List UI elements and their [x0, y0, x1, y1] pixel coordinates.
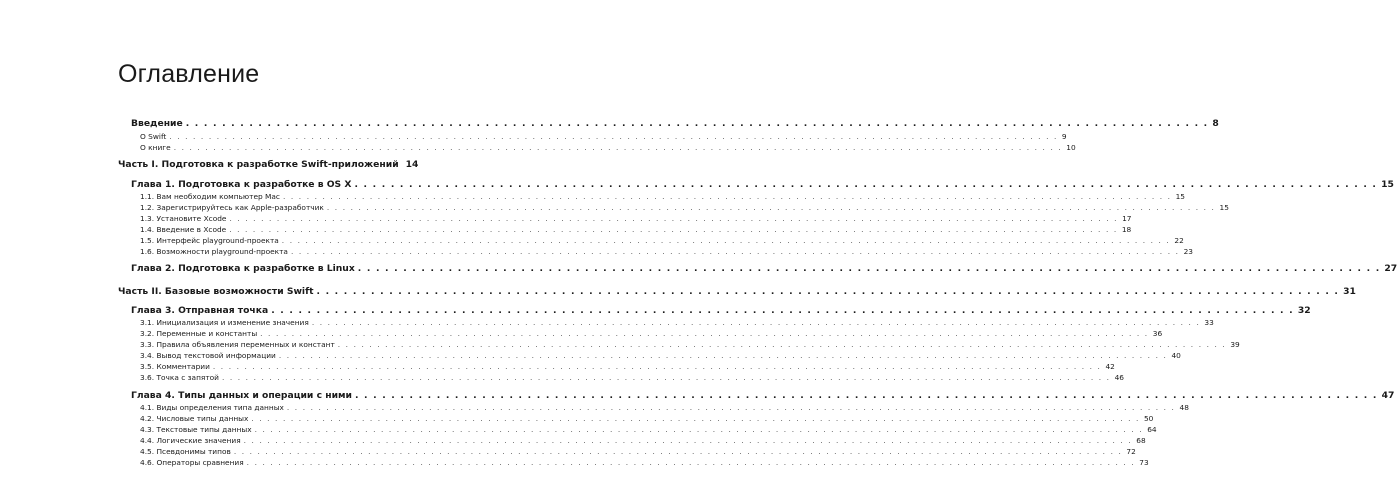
toc-entry-page: 22 — [1174, 236, 1184, 245]
toc-section-4-3[interactable] — [140, 425, 1157, 434]
toc-entry-label: Глава 1. Подготовка к разработке в OS X — [131, 179, 352, 190]
toc-leader-dots — [229, 225, 1118, 234]
toc-part-2[interactable] — [118, 286, 1356, 297]
toc-entry-label: Введение — [131, 118, 183, 129]
toc-entry-page: 39 — [1230, 340, 1240, 349]
toc-entry-about-book[interactable] — [140, 143, 1076, 152]
toc-entry-page: 72 — [1126, 447, 1136, 456]
toc-entry-label: 1.4. Введение в Xcode — [140, 225, 227, 234]
page-title: Оглавление — [118, 60, 260, 88]
toc-entry-label: 1.2. Зарегистрируйтесь как Apple-разработчик — [140, 203, 324, 212]
toc-entry-label: Часть I. Подготовка к разработке Swift-приложений — [118, 159, 399, 170]
toc-leader-dots — [327, 203, 1216, 212]
toc-entry-page: 73 — [1139, 458, 1149, 467]
toc-entry-label: 1.6. Возможности playground-проекта — [140, 247, 288, 256]
toc-leader-dots — [355, 390, 1378, 401]
toc-leader-dots — [255, 425, 1144, 434]
toc-entry-label: Глава 2. Подготовка к разработке в Linux — [131, 263, 355, 274]
toc-section-4-1[interactable] — [140, 403, 1189, 412]
toc-entry-page: 47 — [1381, 390, 1395, 401]
toc-leader-dots — [282, 236, 1171, 245]
toc-entry-page: 10 — [1066, 143, 1076, 152]
toc-entry-label: 1.3. Установите Xcode — [140, 214, 227, 223]
toc-entry-page: 50 — [1143, 414, 1154, 423]
toc-section-1-1[interactable] — [140, 192, 1185, 201]
toc-section-3-5[interactable] — [140, 362, 1115, 371]
toc-entry-label: 4.4. Логические значения — [140, 436, 241, 445]
toc-section-4-5[interactable] — [140, 447, 1136, 456]
toc-entry-label: 4.2. Числовые типы данных — [140, 414, 249, 423]
toc-leader-dots — [244, 436, 1133, 445]
toc-section-3-6[interactable] — [140, 373, 1124, 382]
toc-leader-dots — [234, 447, 1123, 456]
toc-leader-dots — [271, 305, 1294, 316]
toc-section-4-2[interactable] — [140, 414, 1154, 423]
toc-leader-dots — [291, 247, 1180, 256]
toc-leader-dots — [174, 143, 1063, 152]
toc-entry-page: 40 — [1171, 351, 1181, 360]
toc-entry-page: 17 — [1122, 214, 1132, 223]
toc-leader-dots — [287, 403, 1176, 412]
toc-entry-page: 31 — [1343, 286, 1356, 297]
toc-chapter-4[interactable] — [131, 390, 1395, 401]
toc-entry-label: О книге — [140, 143, 171, 152]
toc-entry-label: О Swift — [140, 132, 167, 141]
toc-section-3-1[interactable] — [140, 318, 1214, 327]
toc-section-1-4[interactable] — [140, 225, 1132, 234]
toc-entry-label: 4.1. Виды определения типа данных — [140, 403, 284, 412]
toc-leader-dots — [260, 329, 1149, 338]
toc-leader-dots — [247, 458, 1136, 467]
toc-leader-dots — [279, 351, 1168, 360]
toc-entry-page: 14 — [405, 159, 419, 170]
toc-entry-label: 4.6. Операторы сравнения — [140, 458, 244, 467]
toc-section-4-6[interactable] — [140, 458, 1149, 467]
toc-entry-label: Глава 3. Отправная точка — [131, 305, 269, 316]
toc-section-3-3[interactable] — [140, 340, 1240, 349]
toc-leader-dots — [312, 318, 1201, 327]
toc-entry-page: 15 — [1175, 192, 1185, 201]
toc-entry-label: 1.1. Вам необходим компьютер Mac — [140, 192, 280, 201]
toc-entry-page: 68 — [1136, 436, 1146, 445]
toc-entry-label: Часть II. Базовые возможности Swift — [118, 286, 314, 297]
toc-entry-label: Глава 4. Типы данных и операции с ними — [131, 390, 352, 401]
toc-chapter-2[interactable] — [131, 263, 1397, 274]
toc-leader-dots — [169, 132, 1058, 141]
toc-section-4-4[interactable] — [140, 436, 1146, 445]
toc-part-1[interactable] — [118, 159, 419, 170]
toc-entry-label: 1.5. Интерфейс playground-проекта — [140, 236, 279, 245]
toc-leader-dots — [316, 286, 1339, 297]
toc-entry-page: 15 — [1219, 203, 1229, 212]
toc-entry-label: 4.5. Псевдонимы типов — [140, 447, 231, 456]
toc-leader-dots — [354, 179, 1377, 190]
toc-entry-page: 32 — [1297, 305, 1311, 316]
toc-entry-page: 33 — [1204, 318, 1214, 327]
toc-leader-dots — [222, 373, 1111, 382]
toc-entry-page: 23 — [1183, 247, 1193, 256]
toc-section-1-5[interactable] — [140, 236, 1184, 245]
toc-entry-label: 3.1. Инициализация и изменение значения — [140, 318, 309, 327]
toc-entry-page: 46 — [1114, 373, 1124, 382]
toc-leader-dots — [338, 340, 1227, 349]
toc-entry-page: 27 — [1384, 263, 1397, 274]
toc-entry-label: 3.3. Правила объявления переменных и констант — [140, 340, 335, 349]
toc-entry-label: 3.2. Переменные и константы — [140, 329, 258, 338]
toc-chapter-3[interactable] — [131, 305, 1311, 316]
toc-entry-page: 9 — [1061, 132, 1067, 141]
toc-section-3-4[interactable] — [140, 351, 1181, 360]
toc-entry-page: 48 — [1179, 403, 1189, 412]
toc-leader-dots — [186, 118, 1209, 129]
toc-section-1-3[interactable] — [140, 214, 1132, 223]
toc-entry-label: 3.4. Вывод текстовой информации — [140, 351, 276, 360]
toc-leader-dots — [283, 192, 1172, 201]
toc-entry-label: 4.3. Текстовые типы данных — [140, 425, 252, 434]
toc-entry-page: 36 — [1152, 329, 1163, 338]
toc-entry-about-swift[interactable] — [140, 132, 1067, 141]
toc-leader-dots — [213, 362, 1102, 371]
toc-entry-page: 64 — [1147, 425, 1157, 434]
toc-chapter-1[interactable] — [131, 179, 1394, 190]
toc-entry-page: 42 — [1105, 362, 1115, 371]
toc-section-1-6[interactable] — [140, 247, 1193, 256]
toc-entry-introduction[interactable] — [131, 118, 1219, 129]
toc-entry-page: 18 — [1121, 225, 1132, 234]
toc-leader-dots — [358, 263, 1381, 274]
toc-entry-page: 8 — [1212, 118, 1219, 129]
toc-entry-label: 3.6. Точка с запятой — [140, 373, 219, 382]
toc-entry-page: 15 — [1381, 179, 1394, 190]
toc-entry-label: 3.5. Комментарии — [140, 362, 210, 371]
toc-leader-dots — [251, 414, 1140, 423]
toc-section-3-2[interactable] — [140, 329, 1163, 338]
toc-leader-dots — [229, 214, 1118, 223]
toc-section-1-2[interactable] — [140, 203, 1229, 212]
